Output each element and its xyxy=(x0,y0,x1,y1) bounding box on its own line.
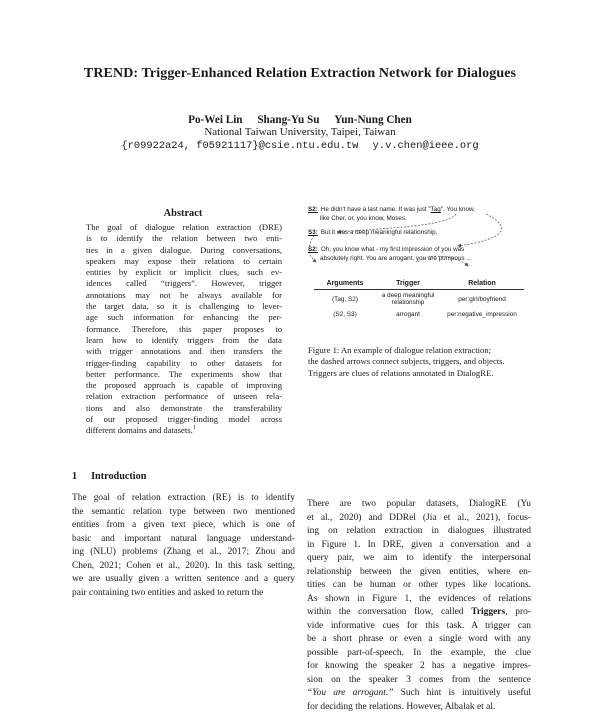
abstract-line: different domains and datasets.$^1$ xyxy=(86,425,282,436)
text-line: basic and important natural language understand- xyxy=(72,533,295,547)
section-number: 1 xyxy=(72,471,77,482)
email: y.v.chen@ieee.org xyxy=(373,140,479,152)
abstract-line: with trigger annotations and then transfers the xyxy=(86,346,282,357)
text-line: the semantic relation type between two mentioned xyxy=(72,506,295,520)
abstract-line: relation extraction performance of unseen rela- xyxy=(86,391,282,402)
column-header: Arguments xyxy=(314,279,376,290)
text-line: tities can be human or other types like locations. xyxy=(307,579,531,593)
text-line: in Figure 1. In DRE, given a conversation and a xyxy=(307,539,531,553)
caption-line: Triggers are clues of relations annotated in DialogRE. xyxy=(308,368,530,379)
speaker-label: S2: xyxy=(308,246,318,253)
text-line: As shown in Figure 1, the evidences of relations xyxy=(307,593,531,607)
abstract-body xyxy=(86,222,282,437)
text-line: be a short phrase or even a single word with any xyxy=(307,633,531,647)
abstract-line: better performance. The experiments show that xyxy=(86,369,282,380)
table-cell: per:girl/boyfriend xyxy=(440,290,524,309)
text-line: The goal of relation extraction (RE) is to identify xyxy=(72,492,295,506)
column-header: Trigger xyxy=(376,279,440,290)
text-line: ing (NLU) problems (Zhang et al., 2017; Zhou and xyxy=(72,546,295,560)
utterance-text: Oh, you know what - my first impression of you was xyxy=(321,246,464,253)
abstract-line: formance. Therefore, this paper proposes to xyxy=(86,324,282,335)
text-line: vide informative cues for this task. A trigger can xyxy=(307,620,531,634)
author-name: Po-Wei Lin xyxy=(188,114,242,126)
abstract-line: age such information for enhancing the per- xyxy=(86,312,282,323)
abstract-heading: Abstract xyxy=(72,208,294,219)
footnote-mark: 1 xyxy=(193,425,196,431)
section-heading-introduction xyxy=(72,471,146,482)
text-line: relationship between the given entities, where en- xyxy=(307,566,531,580)
table-cell: per:negative_impression xyxy=(440,309,524,320)
abstract-line: the proposed approach is capable of improving xyxy=(86,380,282,391)
utterance-text: But it was a deep meaningful relationship. xyxy=(321,229,438,236)
dialogue-turn xyxy=(308,246,530,263)
utterance-continuation: like Cher, or, you know, Moses. xyxy=(308,215,530,224)
abstract-line: annotations may not be always available for xyxy=(86,290,282,301)
abstract-line: The goal of dialogue relation extraction (DRE) xyxy=(86,222,282,233)
text-line: sion on the speaker 3 comes from the sentence xyxy=(307,674,531,688)
caption-line: the dashed arrows connect subjects, triggers, and objects. xyxy=(308,356,530,367)
text-line: There are two popular datasets, DialogRE (Yu xyxy=(307,498,531,512)
utterance-text: He didn't have a last name. It was just " xyxy=(321,206,431,213)
text-line: “You are arrogant.” Such hint is intuitively useful xyxy=(307,687,531,701)
table-cell: (S2, S3) xyxy=(314,309,376,320)
dialogue-turn xyxy=(308,229,530,238)
section-title: Introduction xyxy=(91,471,146,482)
abstract-line: is to identify the relation between two enti- xyxy=(86,233,282,244)
table-cell: (Tag, S2) xyxy=(314,290,376,309)
abstract-line: the target data, so it is challenging to lever- xyxy=(86,301,282,312)
text-line: ing on relation extraction in dialogues illustrated xyxy=(307,525,531,539)
entity-mention: Tag xyxy=(431,206,441,213)
right-column-paragraph xyxy=(307,498,531,714)
caption-line: Figure 1: An example of dialogue relation extraction; xyxy=(308,345,530,356)
table-cell: arrogant xyxy=(376,309,440,320)
paper-title: TREND: Trigger-Enhanced Relation Extraction Network for Dialogues xyxy=(0,66,600,82)
text-line: possible part-of-speech. In the example, the clue xyxy=(307,647,531,661)
text-line: we are usually given a written sentence and a query xyxy=(72,573,295,587)
author-emails xyxy=(0,140,600,152)
table-row xyxy=(314,309,524,320)
text-line: query pair, we aim to identify the interpersonal xyxy=(307,552,531,566)
abstract-line: idences called “triggers”. However, trigger xyxy=(86,278,282,289)
text-line: Chen, 2021; Cohen et al., 2020). In this task setting, xyxy=(72,560,295,574)
relation-table xyxy=(314,279,524,320)
text-line: for knowing the speaker 2 has a negative impres- xyxy=(307,660,531,674)
abstract-line: ties in a given dialogue. During conversations, xyxy=(86,245,282,256)
author-list xyxy=(0,114,600,126)
text-line: for deciding the relations. However, Albalak et al. xyxy=(307,701,531,714)
abstract-line: entities by explicit or implicit clues, such ev- xyxy=(86,267,282,278)
term-triggers: Triggers xyxy=(471,607,505,617)
speaker-label: S2: xyxy=(308,206,318,213)
column-header: Relation xyxy=(440,279,524,290)
introduction-paragraph xyxy=(72,492,295,600)
quoted-utterance: “You are arrogant.” xyxy=(307,688,393,698)
utterance-continuation: absolutely right. You are arrogant, you are pompous ... xyxy=(308,255,530,264)
table-header-row xyxy=(314,279,524,290)
affiliation: National Taiwan University, Taipei, Taiwan xyxy=(0,126,600,138)
abstract-line: learn how to identify triggers from the data xyxy=(86,335,282,346)
speaker-label: S3: xyxy=(308,229,318,236)
text-line: pair containing two entities and asked to return the xyxy=(72,587,295,601)
abstract-line: trigger-finding capability to other datasets for xyxy=(86,358,282,369)
text-line: et al., 2020) and DDRel (Jia et al., 2021), focus- xyxy=(307,512,531,526)
figure-caption xyxy=(308,345,530,379)
abstract-line: speakers may expose their relations to certain xyxy=(86,256,282,267)
text-line: within the conversation flow, called Triggers, pro- xyxy=(307,606,531,620)
author-name: Shang-Yu Su xyxy=(257,114,319,126)
table-cell: a deep meaningful relationship xyxy=(376,290,440,309)
table-row xyxy=(314,290,524,309)
text-line: entities from a given text piece, which is one of xyxy=(72,519,295,533)
utterance-text: ". You know, xyxy=(441,206,475,213)
abstract-line: of our proposed trigger-finding model across xyxy=(86,414,282,425)
dialogue-turn xyxy=(308,206,530,223)
figure-1 xyxy=(308,200,530,340)
author-name: Yun-Nung Chen xyxy=(334,114,412,126)
email: {r09922a24, f05921117}@csie.ntu.edu.tw xyxy=(121,140,358,152)
abstract-line: tions and also demonstrate the transferability xyxy=(86,403,282,414)
